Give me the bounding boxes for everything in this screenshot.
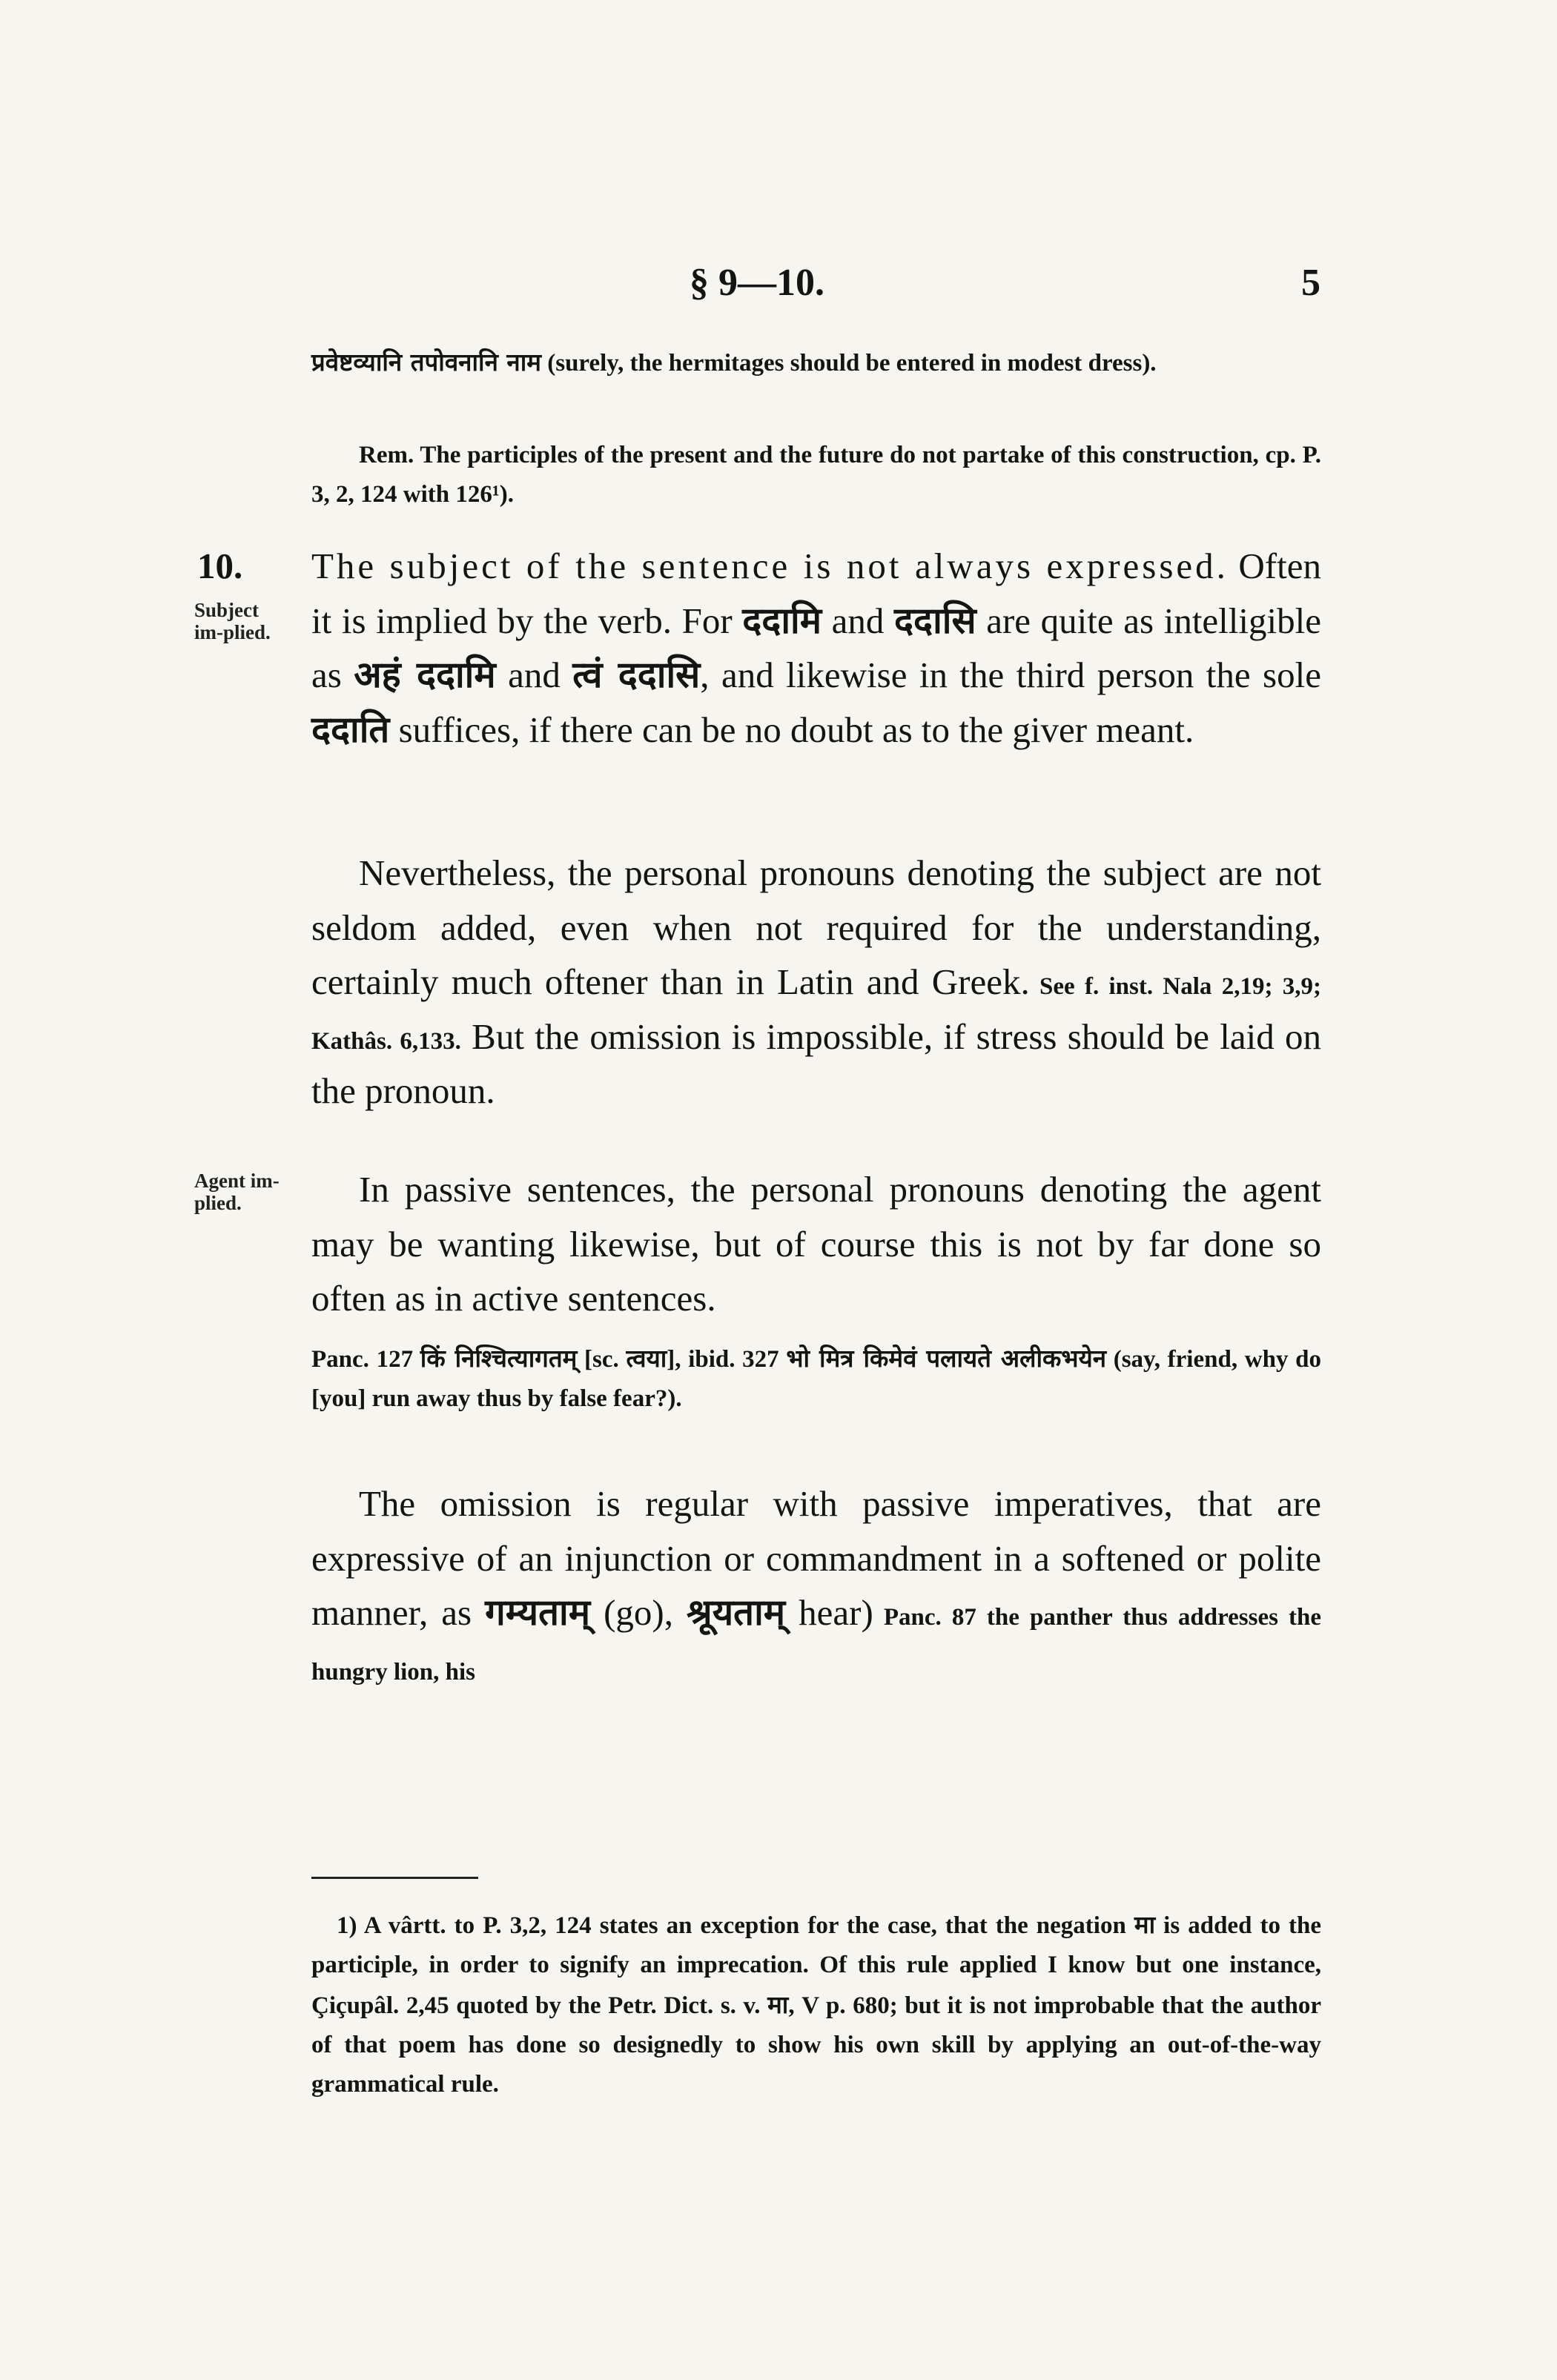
section-range: § 9—10. [690,262,824,304]
sanskrit-ma: मा [767,1990,789,2019]
sanskrit-gamyatam: गम्यताम् [485,1591,591,1634]
text-run: suffices, if there can be no doubt as to the giver meant. [389,709,1194,750]
example-translation: (surely, the hermitages should be entered in modest dress). [541,350,1157,377]
paragraph-passive [311,1162,1321,1326]
text-run: Often it is implied by the verb. For [311,546,1321,641]
text-run: hear) [785,1592,873,1633]
text-run: , and likewise in the third person the sole [700,654,1321,695]
paragraph-text: In passive sentences, the personal pronouns denoting the agent may be wanting likewise, but of course this is not by far done so often as in active sentences. [311,1169,1321,1319]
text-run: and [822,600,895,641]
text-run: are quite as intelligible as [311,600,1321,695]
footnote-rule [311,1877,478,1879]
remark [311,436,1321,514]
remark-label: Rem. [359,442,414,468]
example-surely [311,342,1321,383]
paragraph-text: The omission is regular with passive imperatives, that are expressive of an injunction or commandment in a softened or polite manner, as [311,1483,1321,1633]
sanskrit-example: किं निश्चित्यागतम् [420,1344,578,1373]
margin-note-agent: Agent im-plied. [194,1170,280,1214]
reference: Panc. 87 the panther thus addresses the hungry lion, his [311,1604,1321,1685]
text-run: , V p. 680; but it is not improbable that the author of that poem has done so designedly to show his own skill by applying an out-of-the-way grammatical rule. [311,1992,1321,2098]
running-header [0,261,1557,313]
text-run: and [495,654,573,695]
paragraph-subject-implied [311,539,1321,757]
text-run: ], ibid. 327 [667,1346,787,1373]
reference: See f. inst. Nala 2,19; 3,9; Kathâs. 6,133. [311,973,1321,1055]
remark-text: The participles of the present and the future do not partake of this construction, cp. P. 3, 2, 124 with 126¹). [311,442,1321,508]
sanskrit-aham-dadami: अहं ददामि [354,654,496,696]
example-translation: (say, friend, why do [you] run away thus by false fear?). [311,1346,1321,1412]
text-run: [sc. [577,1346,627,1373]
sanskrit-tvam-dadasi: त्वं ददासि [572,654,701,696]
sanskrit-dadami: ददामि [742,599,822,642]
sanskrit-example: भो मित्र किमेवं पलायते अलीकभयेन [786,1344,1107,1373]
footnote-text [311,1905,1321,2104]
paragraph-text: Nevertheless, the personal pronouns denoting the subject are not seldom added, even when not required for the understanding, certainly much oftener than in Latin and Greek. [311,852,1321,1002]
paragraph-text: But the omission is impossible, if stress should be laid on the pronoun. [311,1015,1321,1111]
sanskrit-shruyatam: श्रूयताम् [687,1591,786,1634]
margin-note-subject: Subject im-plied. [194,599,271,643]
footnote [311,1905,1321,2104]
page-number: 5 [1301,262,1320,304]
passive-examples [311,1339,1321,1419]
sanskrit-example: प्रवेष्टव्यानि तपोवनानि नाम [311,348,541,377]
sanskrit-tvaya: त्वया [626,1344,667,1373]
sanskrit-dadati: ददाति [311,708,390,751]
sanskrit-ma: मा [1134,1910,1156,1939]
text-run: (go), [590,1592,687,1633]
sanskrit-dadasi: ददासि [894,599,976,642]
text-run: 1) A vârtt. to P. 3,2, 124 states an exception for the case, that the negation [337,1912,1134,1939]
text-run: is added to the participle, in order to signify an imprecation. Of this rule applied I know but one instance, Çiçupâl. 2,45 quoted by the Petr. Dict. s. v. [311,1912,1321,2019]
section-number: 10. [197,546,243,586]
paragraph-imperatives [311,1476,1321,1694]
reference: Panc. 127 [311,1346,420,1373]
section-lead: The subject of the sentence is not always expressed. [311,546,1229,586]
paragraph-nevertheless [311,846,1321,1118]
